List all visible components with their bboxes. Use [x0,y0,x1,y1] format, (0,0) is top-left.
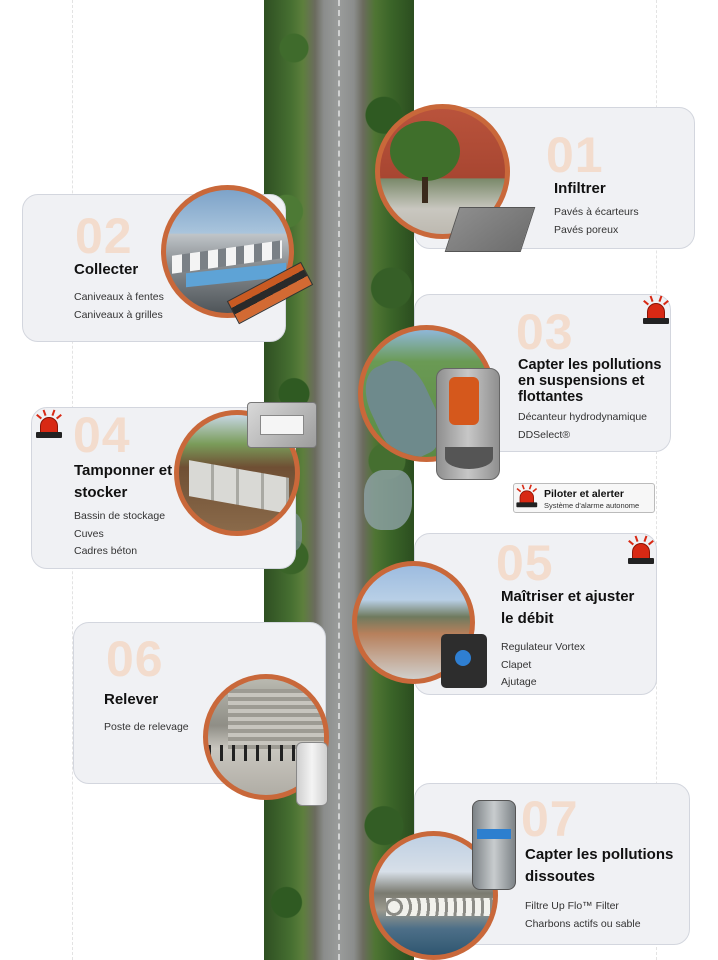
list-item: Regulateur Vortex [501,641,586,653]
alarm-icon [514,484,540,508]
alarm-icon [625,535,657,565]
alarm-badge-title: Piloter et alerter [544,488,624,500]
step-number: 03 [516,304,574,360]
alarm-icon [33,409,65,439]
lifting-station-tank-image [296,742,328,806]
list-item: Poste de relevage [104,721,189,733]
pond [364,470,412,530]
list-item: Cadres béton [74,545,138,557]
step-title: Capter les pollutions dissoutes [525,846,674,885]
list-item: Cuves [74,527,104,540]
list-item: Décanteur hydrodynamique [518,411,647,423]
step-items [554,204,639,239]
list-item: Bassin de stockage [74,510,166,522]
step-number: 01 [546,127,604,183]
hydrodynamic-separator-image [436,368,500,480]
step-items [74,508,165,561]
list-item: Caniveaux à fentes [74,291,164,303]
alarm-system-badge [513,483,655,513]
step-items [74,289,164,324]
step-number: 02 [75,208,133,264]
step-title: Infiltrer [554,180,606,197]
list-item: Pavés poreux [554,223,619,236]
vortex-regulator-image [441,634,487,688]
list-item: Clapet [501,658,532,671]
step-items [501,639,585,692]
list-item: Caniveaux à grilles [74,308,163,321]
upflo-filter-image [472,800,516,890]
list-item: Pavés à écarteurs [554,206,639,218]
step-title: Tamponner et stocker [74,462,173,501]
step-items [525,898,641,933]
step-items [518,409,647,444]
step-number: 04 [73,407,131,463]
step-title: Collecter [74,261,139,278]
step-title: Capter les pollutions en suspensions et flottantes [518,357,662,405]
paver-block-image [445,207,536,252]
list-item: DDSelect® [518,428,571,441]
step-items [104,719,189,737]
box-culvert-image [247,402,317,448]
step-title: Maîtriser et ajuster le débit [501,588,635,627]
road-lane-marking [338,0,340,960]
list-item: Ajutage [501,676,537,688]
step-number: 06 [106,631,164,687]
list-item: Charbons actifs ou sable [525,917,641,930]
step-number: 07 [521,791,579,847]
alarm-icon [640,295,672,325]
step-number: 05 [496,535,554,591]
alarm-badge-subtitle: Système d'alarme autonome [544,501,640,510]
step-title: Relever [104,691,159,708]
list-item: Filtre Up Flo™ Filter [525,900,619,912]
